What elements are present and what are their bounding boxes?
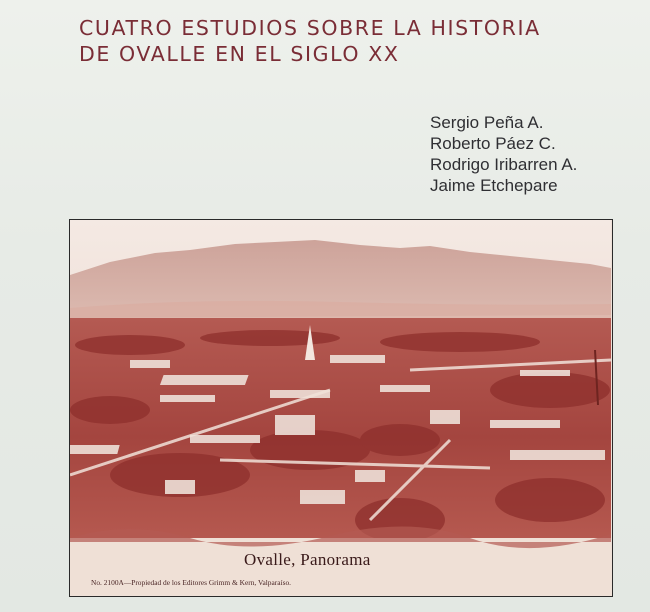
book-title <box>79 15 619 67</box>
photo-caption: Ovalle, Panorama <box>244 550 371 569</box>
book-title-line-2: DE OVALLE EN EL SIGLO XX <box>79 42 400 66</box>
panorama-postcard-photo <box>69 219 613 597</box>
author-name: Sergio Peña A. <box>430 113 544 132</box>
author-name: Jaime Etchepare <box>430 176 558 195</box>
postcard-publisher-note: No. 2100A—Propiedad de los Editores Grimm & Kern, Valparaíso. <box>91 578 291 587</box>
book-title-line-1: CUATRO ESTUDIOS SOBRE LA HISTORIA <box>79 16 541 40</box>
author-list <box>430 112 577 196</box>
author-name: Roberto Páez C. <box>430 134 556 153</box>
author-name: Rodrigo Iribarren A. <box>430 155 578 174</box>
panorama-illustration <box>70 220 611 595</box>
